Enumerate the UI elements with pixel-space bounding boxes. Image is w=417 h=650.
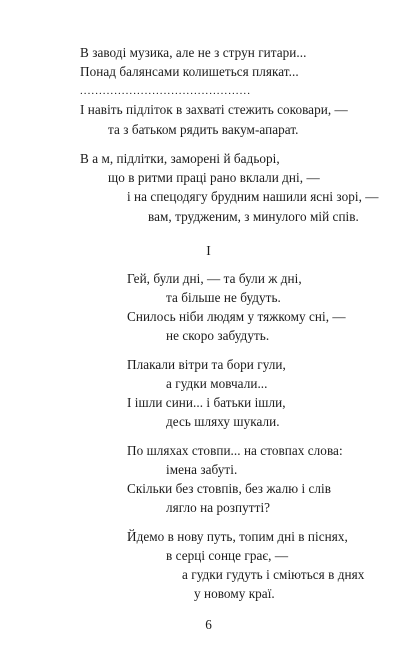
page-number: 6 xyxy=(205,617,212,632)
poem-line: В а м, підлітки, заморені й бадьорі, xyxy=(80,151,280,166)
poem-line: По шляхах стовпи... на стовпах слова: xyxy=(127,443,343,458)
poem-line: Йдемо в нову путь, топим дні в піснях, xyxy=(127,529,348,544)
poem-line: і на спецодягу брудним нашили ясні зорі, — xyxy=(127,189,379,204)
ellipsis-separator: ............................................. xyxy=(80,85,251,97)
poem-line: імена забуті. xyxy=(166,462,238,477)
poem-line: лягло на розпутті? xyxy=(166,500,271,515)
poem-line: вам, трудженим, з минулого мій спів. xyxy=(148,209,359,224)
poem-line: в серці сонце грає, — xyxy=(166,548,289,563)
poem-line: Снилось ніби людям у тяжкому сні, — xyxy=(127,309,346,324)
poem-line: що в ритми праці рано вклали дні, — xyxy=(108,170,320,185)
poem-line: не скоро забудуть. xyxy=(166,328,270,343)
poem-line: Понад балянсами колишеться плякат... xyxy=(80,64,299,79)
section-heading: I xyxy=(206,243,211,258)
poem-line: та з батьком рядить вакум-апарат. xyxy=(108,122,299,137)
poem-line: І ішли сини... і батьки ішли, xyxy=(127,395,286,410)
poem-line: а гудки мовчали... xyxy=(166,376,268,391)
poem-line: В заводі музика, але не з струн гитари... xyxy=(80,45,307,60)
poem-line: у новому краї. xyxy=(194,586,275,601)
poem-line: та більше не будуть. xyxy=(166,290,281,305)
poem-line: І навіть підліток в захваті стежить соковари, — xyxy=(80,102,348,117)
poem-line: Плакали вітри та бори гули, xyxy=(127,357,286,372)
poem-line: Гей, були дні, — та були ж дні, xyxy=(127,271,302,286)
poem-line: десь шляху шукали. xyxy=(166,414,280,429)
poem-line: а гудки гудуть і сміються в днях xyxy=(182,567,365,582)
poem-line: Скільки без стовпів, без жалю і слів xyxy=(127,481,332,496)
